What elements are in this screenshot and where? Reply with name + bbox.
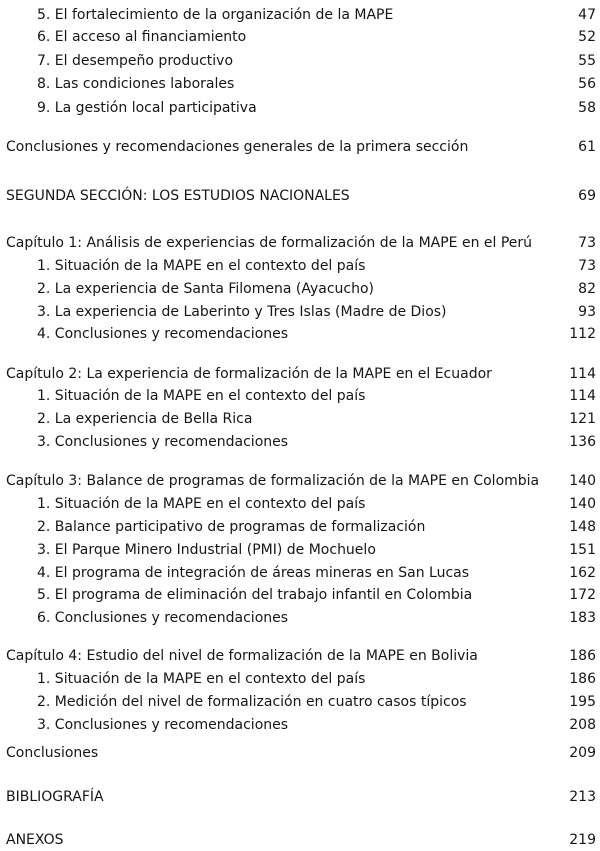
- toc-entry-title: 6. El acceso al financiamiento: [37, 29, 247, 45]
- toc-entry-page: 121: [569, 411, 596, 427]
- toc-entry: [0, 385, 600, 407]
- toc-entry-page: 208: [569, 717, 596, 733]
- toc-entry-page: 52: [578, 29, 596, 45]
- toc-entry-title: 4. El programa de integración de áreas mineras en San Lucas: [37, 565, 470, 581]
- toc-entry-page: 172: [569, 587, 596, 603]
- toc-entry: [0, 742, 600, 764]
- toc-entry-page: 73: [578, 258, 596, 274]
- toc-entry: [0, 431, 600, 453]
- toc-entry-page: 58: [578, 100, 596, 116]
- toc-entry-page: 186: [569, 648, 596, 664]
- toc-entry-title: BIBLIOGRAFÍA: [6, 789, 104, 805]
- toc-entry-title: 2. La experiencia de Santa Filomena (Ayacucho): [37, 281, 374, 297]
- toc-entry-title: Capítulo 4: Estudio del nivel de formalización de la MAPE en Bolivia: [6, 648, 478, 664]
- toc-entry-title: 3. Conclusiones y recomendaciones: [37, 717, 289, 733]
- toc-entry: [0, 539, 600, 561]
- toc-entry-title: 3. El Parque Minero Industrial (PMI) de Mochuelo: [37, 542, 376, 558]
- toc-entry-page: 69: [578, 188, 596, 204]
- toc-entry-title: ANEXOS: [6, 832, 64, 848]
- toc-entry: [0, 136, 600, 158]
- toc-entry-page: 82: [578, 281, 596, 297]
- toc-entry: [0, 714, 600, 736]
- toc-entry: [0, 232, 600, 254]
- toc-entry-page: 73: [578, 235, 596, 251]
- toc-entry-title: 4. Conclusiones y recomendaciones: [37, 326, 289, 342]
- toc-entry: [0, 26, 600, 48]
- toc-entry: [0, 786, 600, 808]
- toc-entry: [0, 645, 600, 667]
- toc-entry-title: 9. La gestión local participativa: [37, 100, 257, 116]
- toc-entry-page: 140: [569, 496, 596, 512]
- toc-entry: [0, 607, 600, 629]
- toc-entry-page: 114: [569, 366, 596, 382]
- toc-entry: [0, 516, 600, 538]
- toc-entry-page: 148: [569, 519, 596, 535]
- toc-entry-title: 3. Conclusiones y recomendaciones: [37, 434, 289, 450]
- toc-entry: [0, 301, 600, 323]
- toc-entry-page: 56: [578, 76, 596, 92]
- toc-entry-title: 3. La experiencia de Laberinto y Tres Islas (Madre de Dios): [37, 304, 447, 320]
- toc-entry: [0, 829, 600, 851]
- toc-entry-title: 5. El programa de eliminación del trabajo infantil en Colombia: [37, 587, 473, 603]
- toc-entry: [0, 493, 600, 515]
- toc-entry: [0, 363, 600, 385]
- toc-entry-title: 2. Medición del nivel de formalización en cuatro casos típicos: [37, 694, 467, 710]
- toc-entry-title: 6. Conclusiones y recomendaciones: [37, 610, 289, 626]
- toc-entry-page: 114: [569, 388, 596, 404]
- toc-entry-page: 55: [578, 53, 596, 69]
- toc-entry: [0, 185, 600, 207]
- toc-entry-title: 1. Situación de la MAPE en el contexto del país: [37, 496, 366, 512]
- toc-entry: [0, 408, 600, 430]
- toc-entry-title: Capítulo 3: Balance de programas de formalización de la MAPE en Colombia: [6, 473, 540, 489]
- toc-entry-title: Conclusiones y recomendaciones generales de la primera sección: [6, 139, 469, 155]
- toc-entry: [0, 97, 600, 119]
- toc-entry: [0, 562, 600, 584]
- toc-entry-title: 1. Situación de la MAPE en el contexto del país: [37, 258, 366, 274]
- toc-entry-title: 2. La experiencia de Bella Rica: [37, 411, 253, 427]
- toc-entry: [0, 255, 600, 277]
- toc-entry-page: 61: [578, 139, 596, 155]
- toc-entry-title: 8. Las condiciones laborales: [37, 76, 235, 92]
- toc-entry-page: 112: [569, 326, 596, 342]
- toc-entry-page: 186: [569, 671, 596, 687]
- toc-entry: [0, 50, 600, 72]
- toc-entry-title: Conclusiones: [6, 745, 99, 761]
- toc-entry-page: 136: [569, 434, 596, 450]
- toc-entry-title: Capítulo 1: Análisis de experiencias de formalización de la MAPE en el Perú: [6, 235, 533, 251]
- toc-entry-title: 1. Situación de la MAPE en el contexto del país: [37, 388, 366, 404]
- toc-entry-page: 140: [569, 473, 596, 489]
- toc-entry-page: 219: [569, 832, 596, 848]
- toc-entry: [0, 73, 600, 95]
- toc-entry-page: 183: [569, 610, 596, 626]
- toc-entry-page: 162: [569, 565, 596, 581]
- toc-entry: [0, 278, 600, 300]
- toc-entry-title: SEGUNDA SECCIÓN: LOS ESTUDIOS NACIONALES: [6, 188, 350, 204]
- toc-entry-page: 47: [578, 7, 596, 23]
- toc-entry-title: Capítulo 2: La experiencia de formalización de la MAPE en el Ecuador: [6, 366, 492, 382]
- toc-entry-title: 5. El fortalecimiento de la organización de la MAPE: [37, 7, 394, 23]
- toc-entry-page: 209: [569, 745, 596, 761]
- toc-entry-title: 1. Situación de la MAPE en el contexto del país: [37, 671, 366, 687]
- toc-entry-page: 195: [569, 694, 596, 710]
- toc-entry-page: 93: [578, 304, 596, 320]
- toc-entry: [0, 668, 600, 690]
- toc-entry: [0, 323, 600, 345]
- toc-entry: [0, 584, 600, 606]
- toc-entry: [0, 4, 600, 26]
- toc-entry-page: 151: [569, 542, 596, 558]
- toc-entry: [0, 691, 600, 713]
- toc-entry-page: 213: [569, 789, 596, 805]
- toc-entry-title: 2. Balance participativo de programas de formalización: [37, 519, 426, 535]
- toc-entry-title: 7. El desempeño productivo: [37, 53, 234, 69]
- toc-entry: [0, 470, 600, 492]
